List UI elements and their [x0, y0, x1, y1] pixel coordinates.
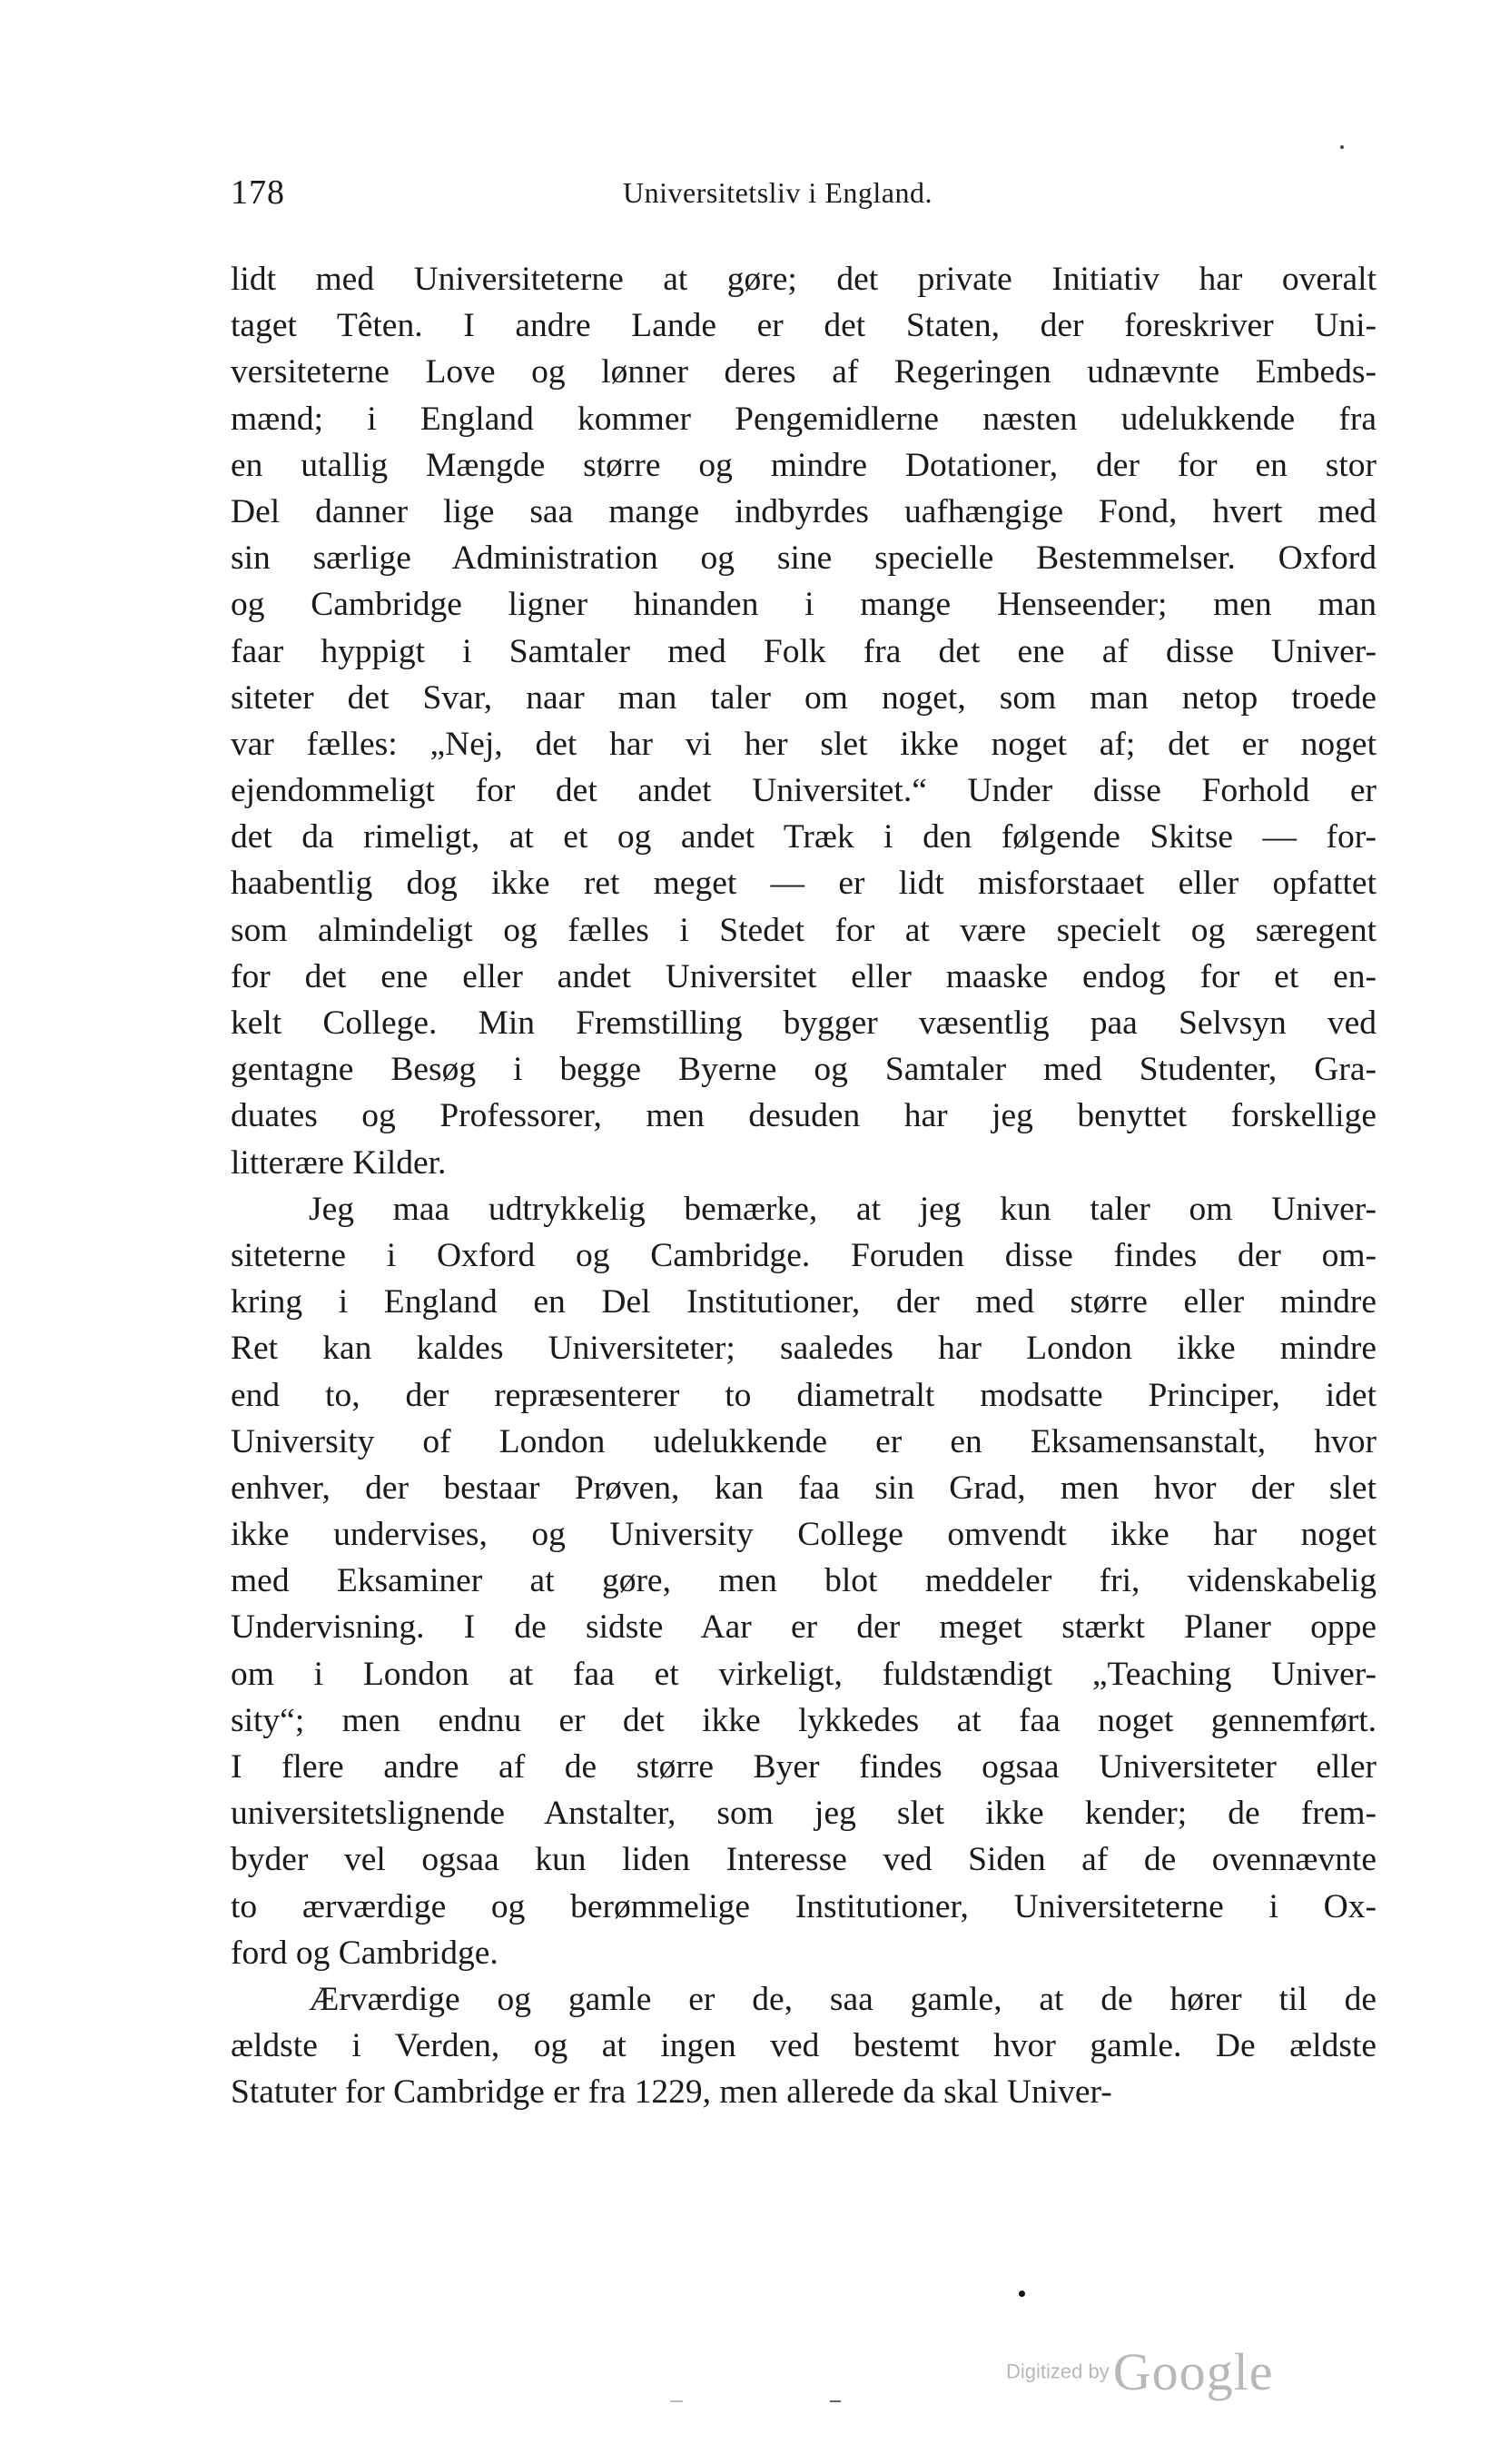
speck-mark: [1340, 145, 1344, 149]
text-line: det da rimeligt, at et og andet Træk i den følgende Skitse — for-: [231, 818, 1377, 856]
paragraph: [231, 256, 1377, 1186]
text-line: for det ene eller andet Universitet eller maaske endog for et en-: [231, 957, 1377, 995]
paragraph: [231, 1186, 1377, 1976]
page-number: 178: [231, 173, 285, 212]
text-line: kring i England en Del Institutioner, der med større eller mindre: [231, 1283, 1377, 1321]
speck-mark: [1019, 2291, 1025, 2297]
text-line: var fælles: „Nej, det har vi her slet ikke noget af; det er noget: [231, 725, 1377, 763]
text-line: universitetslignende Anstalter, som jeg slet ikke kender; de frem-: [231, 1795, 1377, 1833]
text-line: ford og Cambridge.: [231, 1934, 498, 1972]
text-line: siteter det Svar, naar man taler om noget, som man netop troede: [231, 678, 1377, 717]
text-line: sin særlige Administration og sine specielle Bestemmelser. Oxford: [231, 539, 1377, 578]
text-line: som almindeligt og fælles i Stedet for at være specielt og særegent: [231, 911, 1377, 949]
text-line: end to, der repræsenterer to diametralt modsatte Principer, idet: [231, 1376, 1377, 1414]
text-line: mænd; i England kommer Pengemidlerne næsten udelukkende fra: [231, 400, 1377, 438]
body-text: [231, 256, 1377, 2116]
text-line: duates og Professorer, men desuden har jeg benyttet forskellige: [231, 1097, 1377, 1135]
watermark-small-text: Digitized by: [1006, 2360, 1110, 2383]
text-line: ejendommeligt for det andet Universitet.“ Under disse Forhold er: [231, 772, 1377, 810]
text-line: Ret kan kaldes Universiteter; saaledes har London ikke mindre: [231, 1330, 1377, 1368]
text-line: haabentlig dog ikke ret meget — er lidt misforstaaet eller opfattet: [231, 865, 1377, 903]
text-line: en utallig Mængde større og mindre Dotationer, der for en stor: [231, 446, 1377, 484]
text-line: om i London at faa et virkeligt, fuldstændigt „Teaching Univer-: [231, 1655, 1377, 1693]
text-line: taget Têten. I andre Lande er det Staten, der foreskriver Uni-: [231, 307, 1377, 345]
text-line: Del danner lige saa mange indbyrdes uafhængige Fond, hvert med: [231, 492, 1377, 530]
text-line: Jeg maa udtrykkelig bemærke, at jeg kun taler om Univer-: [309, 1190, 1377, 1228]
text-line: I flere andre af de større Byer findes ogsaa Universiteter eller: [231, 1748, 1377, 1786]
text-line: to ærværdige og berømmelige Institutioner, Universiteterne i Ox-: [231, 1887, 1377, 1925]
running-title: Universitetsliv i England.: [623, 176, 933, 209]
text-line: ikke undervises, og University College omvendt ikke har noget: [231, 1516, 1377, 1554]
text-line: University of London udelukkende er en Eksamensanstalt, hvor: [231, 1422, 1377, 1460]
text-line: og Cambridge ligner hinanden i mange Henseender; men man: [231, 586, 1377, 624]
page-header: [231, 173, 1375, 227]
google-logo: Google: [1112, 2342, 1274, 2401]
paragraph: [231, 1976, 1377, 2116]
text-line: enhver, der bestaar Prøven, kan faa sin Grad, men hvor der slet: [231, 1469, 1377, 1507]
text-line: byder vel ogsaa kun liden Interesse ved Siden af de ovennævnte: [231, 1841, 1377, 1879]
text-line: lidt med Universiteterne at gøre; det private Initiativ har overalt: [231, 261, 1377, 298]
text-line: faar hyppigt i Samtaler med Folk fra det ene af disse Univer-: [231, 632, 1377, 670]
digitized-by-google-watermark: [1006, 2341, 1273, 2405]
text-line: kelt College. Min Fremstilling bygger væsentlig paa Selvsyn ved: [231, 1004, 1377, 1042]
text-line: Statuter for Cambridge er fra 1229, men allerede da skal Univer-: [231, 2073, 1112, 2112]
text-line: versiteterne Love og lønner deres af Regeringen udnævnte Embeds-: [231, 353, 1377, 391]
text-line: litterære Kilder.: [231, 1143, 447, 1182]
footer-mark: [830, 2400, 841, 2402]
footer-mark: [670, 2400, 683, 2402]
text-line: gentagne Besøg i begge Byerne og Samtaler med Studenter, Gra-: [231, 1051, 1377, 1089]
text-line: med Eksaminer at gøre, men blot meddeler fri, videnskabelig: [231, 1562, 1377, 1600]
text-line: Undervisning. I de sidste Aar er der meget stærkt Planer oppe: [231, 1608, 1377, 1647]
text-line: sity“; men endnu er det ikke lykkedes at faa noget gennemført.: [231, 1701, 1377, 1739]
text-line: siteterne i Oxford og Cambridge. Foruden disse findes der om-: [231, 1236, 1377, 1274]
text-line: Ærværdige og gamle er de, saa gamle, at de hører til de: [309, 1980, 1377, 2018]
text-line: ældste i Verden, og at ingen ved bestemt hvor gamle. De ældste: [231, 2027, 1377, 2065]
